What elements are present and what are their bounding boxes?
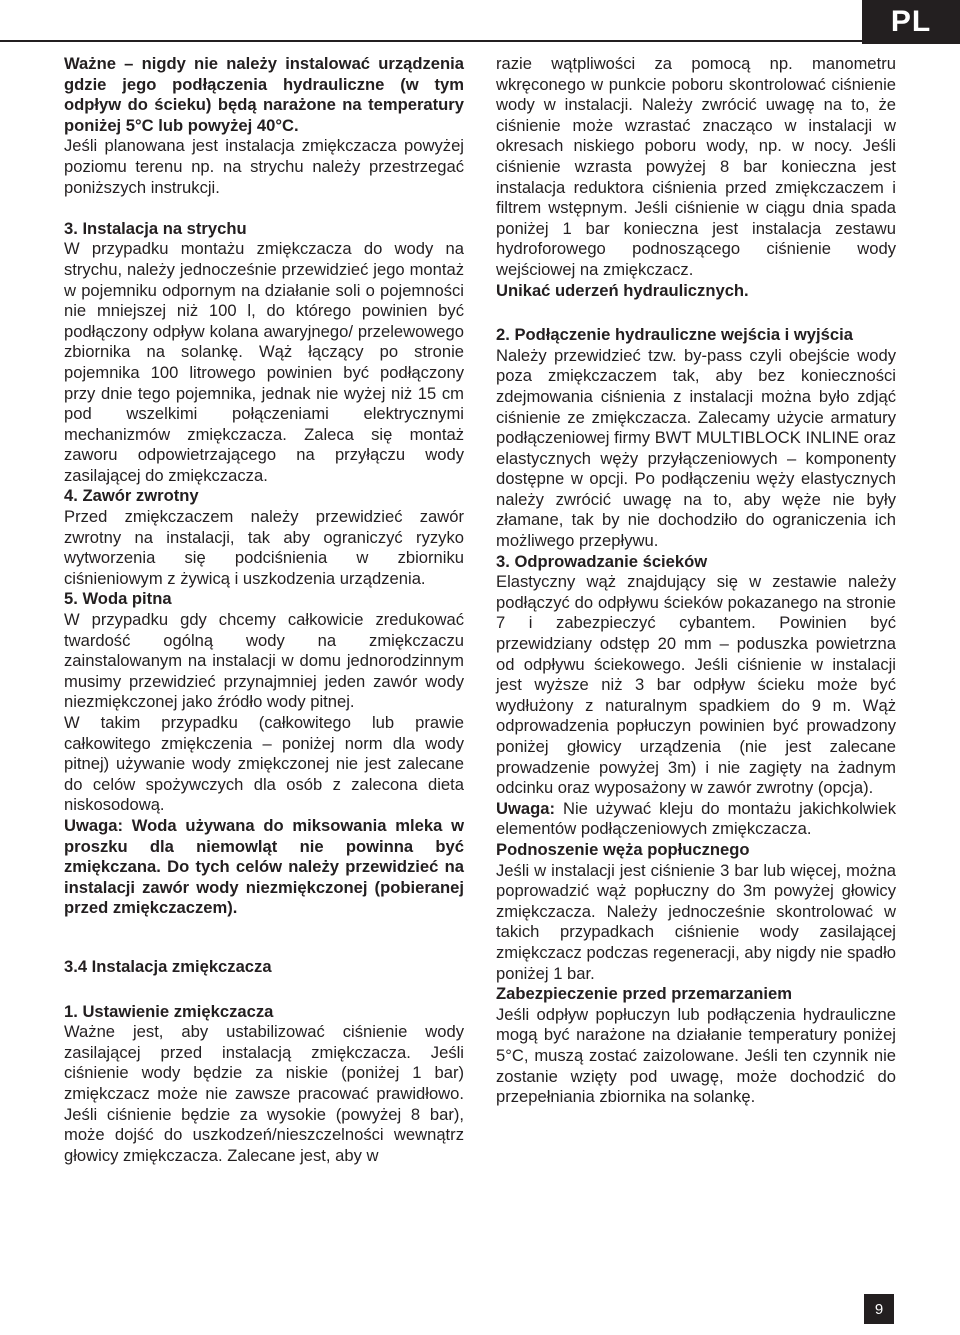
section-2-body: Należy przewidzieć tzw. by-pass czyli obejście wody poza zmiękczaczem tak, aby bez konieczności zdejmowania ciśnienia z instalacji można było zdjąć ciśnienie ze zmiękczacza. Zalecamy użycie armatury podłączeniowej firmy BWT MULTIBLOCK INLINE oraz elastycznych węży przyłączeniowych – komponenty dostępne w opcji. Po podłączeniu węży elastycznych należy zwrócić uwagę na to, aby węże nie były złamane, tak by nie dochodziło do ograniczenia ich możliwego przepływu. xyxy=(496,345,896,551)
drain-lift-title: Podnoszenie węża popłucznego xyxy=(496,839,750,859)
frost-protection-title: Zabezpieczenie przed przemarzaniem xyxy=(496,984,793,1004)
section-5-body: W przypadku gdy chcemy całkowicie zredukować twardość ogólną wody na zmiękczaczu zainstalowanym na instalacji w domu jednorodzinnym musimy przewidzieć przynajmniej jeden zawór wody niezmiękczonej jako źródło wody pitnej. xyxy=(64,610,464,712)
section-3-4-title: 3.4 Instalacja zmiękczacza xyxy=(64,956,272,976)
section-4-title: 4. Zawór zwrotny xyxy=(64,486,199,506)
section-5-title: 5. Woda pitna xyxy=(64,589,172,609)
section-4-body: Przed zmiękczaczem należy przewidzieć zawór zwrotny na instalacji, tak aby ograniczyć ryzyko wytworzenia się podciśnienia w zbiorniku ciśnieniowym z żywicą i uszkodzenia urządzenia. xyxy=(64,507,464,588)
section-3-title: 3. Instalacja na strychu xyxy=(64,218,247,238)
header-rule xyxy=(0,40,862,42)
left-column xyxy=(64,54,464,1166)
section-3-body: W przypadku montażu zmiękczacza do wody na strychu, należy jednocześnie przewidzieć jego montaż w pojemniku odpornym na działanie soli o pojemności nie mniejszej niż 100 l, do którego powinien być podłączony odpływ kolana awaryjnego/ przelewowego zbiornika na solankę. Wąż łączący po stronie pojemnika 100 litrowego powinien być podłączony przy dnie tego pojemnika, jednak nie wyżej niż 15 cm pod wszelkimi połączeniami elektrycznymi mechanizmów zmiękczacza. Zaleca się montaż zaworu odpowietrzającego na przyłączu wody zasilającej do zmiękczacza. xyxy=(64,239,464,485)
section-2-title: 2. Podłączenie hydrauliczne wejścia i wyjścia xyxy=(496,325,853,345)
section-1-title: 1. Ustawienie zmiękczacza xyxy=(64,1001,274,1021)
glue-note xyxy=(496,799,896,840)
warning-text: Ważne – nigdy nie należy instalować urządzenia gdzie jego podłączenia hydrauliczne (w tym odpływ do ścieku) będą narażone na temperatury poniżej 5°C lub powyżej 40°C. xyxy=(64,54,464,135)
drain-lift-body: Jeśli w instalacji jest ciśnienie 3 bar lub więcej, można poprowadzić wąż popłuczny do 3m powyżej głowicy zmiękczacza. Należy jednocześnie skontrolować w takich przypadkach ciśnienie wody zasilającej zmiękczacz podczas regeneracji, aby nigdy nie spadło poniżej 1 bar. xyxy=(496,860,896,983)
water-hammer-title: Unikać uderzeń hydraulicznych. xyxy=(496,280,749,300)
frost-protection-body: Jeśli odpływ popłuczyn lub podłączenia hydrauliczne mogą być narażone na działanie temperatury poniżej 5°C, muszą zostać zaizolowane. Jeśli ten czynnik nie zostanie wzięty pod uwagę, może dochodzić do przepełniania zbiornika na solankę. xyxy=(496,1004,896,1107)
page-number: 9 xyxy=(864,1294,894,1324)
language-tab: PL xyxy=(862,0,960,44)
pressure-continued: razie wątpliwości za pomocą np. manometru wkręconego w punkcie poboru skontrolować ciśnienie wody w instalacji. Należy zwrócić uwagę na to, że ciśnienie może wzrastać znacząco w instalacji w okresach niskiego poboru wody, np. w nocy. Jeśli ciśnienie wzrasta powyżej 8 bar konieczna jest instalacja reduktora ciśnienia przed zmiękczaczem i filtrem wstępnym. Jeśli ciśnienie w ciągu dnia spada poniżej 1 bar konieczna jest instalacja zestawu hydroforowego podnoszącego ciśnienie wody wejściowej na zmiękczacz. xyxy=(496,54,896,279)
drainage-title: 3. Odprowadzanie ścieków xyxy=(496,551,708,571)
right-column xyxy=(496,54,896,1108)
attic-intro: Jeśli planowana jest instalacja zmiękczacza powyżej poziomu terenu np. na strychu należy przestrzegać poniższych instrukcji. xyxy=(64,136,464,197)
drainage-body: Elastyczny wąż znajdujący się w zestawie należy podłączyć do odpływu ścieków pokazanego na stronie 7 i zabezpieczyć cybantem. Powinien być przewidziany odstęp 20 mm – poduszka powietrzna od odpływu ściekowego. Jeśli ciśnienie w instalacji jest wyższe niż 3 bar odpływ ścieku może być wydłużony z naturalnym spadkiem do 9 m. Wąż odprowadzenia popłuczyn powinien być prowadzony poniżej głowicy urządzenia (nie jest zalecane prowadzenie powyżej 3m) i nie zagięty na żadnym odcinku oraz wyposażony w zawór zwrotny (opcja). xyxy=(496,572,896,798)
caution-text: Uwaga: Woda używana do miksowania mleka w proszku dla niemowląt nie powinna być zmiękczana. Do tych celów należy przewidzieć na instalacji zawór wody niezmiękczonej (pobieranej przed zmiękczaczem). xyxy=(64,815,464,918)
note-body: Nie używać kleju do montażu jakichkolwiek elementów podłączeniowych zmiękczacza. xyxy=(496,798,896,839)
section-1-body: Ważne jest, aby ustabilizować ciśnienie wody zasilającej przed instalacją zmiękczacza. Jeśli ciśnienie wody będzie za niskie (poniżej 1 bar) zmiękczacz może nie zawsze pracować prawidłowo. Jeśli ciśnienie będzie za wysokie (powyżej 8 bar), może dojść do uszkodzeń/nieszczelności wewnątrz głowicy zmiękczacza. Zalecane jest, aby w xyxy=(64,1022,464,1165)
section-5-body-2: W takim przypadku (całkowitego lub prawie całkowitego zmiękczenia – poniżej norm dla wody pitnej) używanie wody zmiękczonej nie jest zalecane do celów spożywczych dla osób z zalecona dieta niskosodową. xyxy=(64,713,464,815)
note-label: Uwaga: xyxy=(496,798,556,818)
